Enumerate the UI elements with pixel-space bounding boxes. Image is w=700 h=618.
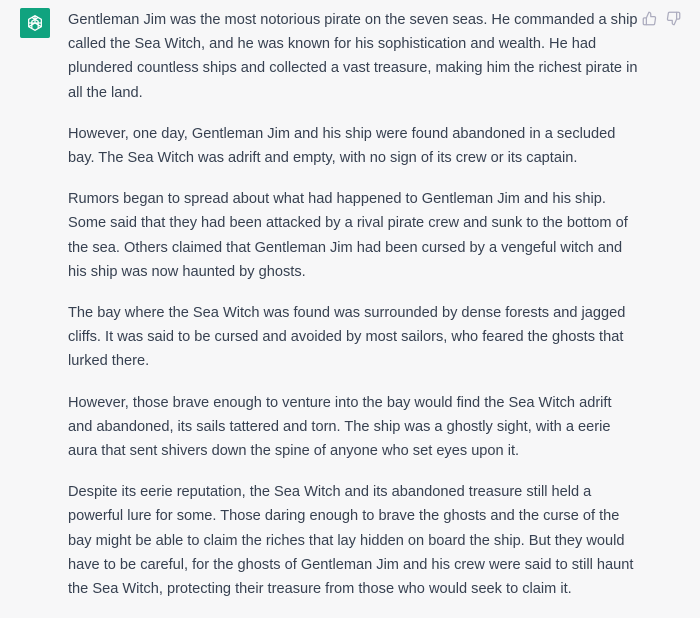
paragraph: Rumors began to spread about what had happened to Gentleman Jim and his ship. Some said that they had been attacked by a rival pirate crew and sunk to the bottom of the sea. Others claimed that Gentleman Jim had been cursed by a vengeful witch and his ship was now haunted by ghosts. xyxy=(68,191,628,280)
thumbs-up-icon xyxy=(642,11,657,26)
thumbs-down-icon xyxy=(666,11,681,26)
feedback-buttons xyxy=(640,9,682,27)
paragraph: However, those brave enough to venture into the bay would find the Sea Witch adrift and abandoned, its sails tattered and torn. The ship was a ghostly sight, with a eerie aura that sent shivers down the spine of anyone who set eyes upon it. xyxy=(68,394,612,460)
thumbs-down-button[interactable] xyxy=(664,9,682,27)
paragraph: The bay where the Sea Witch was found was surrounded by dense forests and jagged cliffs. It was said to be cursed and avoided by most sailors, who feared the ghosts that lurked there. xyxy=(68,305,626,370)
assistant-avatar xyxy=(20,8,50,38)
paragraph: Gentleman Jim was the most notorious pirate on the seven seas. He commanded a ship called the Sea Witch, and he was known for his sophistication and wealth. He had plundered countless ships and collected a vast treasure, making him the richest pirate in all the land. xyxy=(68,12,638,101)
thumbs-up-button[interactable] xyxy=(640,9,658,27)
paragraph: Despite its eerie reputation, the Sea Witch and its abandoned treasure still held a powerful lure for some. Those daring enough to brave the ghosts and the curse of the bay might be able to claim the riches that lay hidden on board the ship. But they would have to be careful, for the ghosts of Gentleman Jim and his crew were said to still haunt the Sea Witch, protecting their treasure from those who would seek to claim it. xyxy=(68,484,634,598)
message-content xyxy=(68,8,638,618)
openai-logo-icon xyxy=(25,13,45,33)
paragraph: However, one day, Gentleman Jim and his ship were found abandoned in a secluded bay. The Sea Witch was adrift and empty, with no sign of its crew or its captain. xyxy=(68,125,616,167)
